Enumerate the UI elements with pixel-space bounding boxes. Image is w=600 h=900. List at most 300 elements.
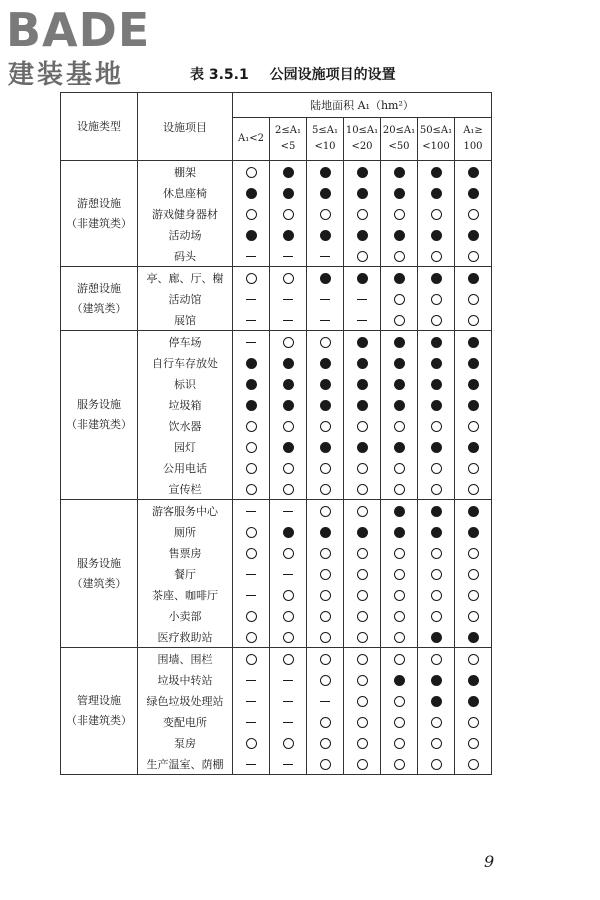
category-label: 服务设施 (77, 398, 121, 411)
open-circle-icon (357, 421, 368, 432)
mark-cell (233, 224, 270, 245)
mark-cell (270, 669, 307, 690)
open-circle-icon (394, 590, 405, 601)
open-circle-icon (394, 759, 405, 770)
header-range-3 (344, 118, 381, 161)
mark-cell (307, 161, 344, 183)
open-circle-icon (246, 421, 257, 432)
open-circle-icon (431, 294, 442, 305)
mark-cell (307, 457, 344, 478)
dash-icon (283, 701, 293, 702)
mark-cell (381, 542, 418, 563)
dash-icon (320, 299, 330, 300)
filled-circle-icon (394, 337, 405, 348)
mark-cell (344, 605, 381, 626)
table-title: 公园设施项目的设置 (269, 67, 396, 83)
header-range-6 (455, 118, 492, 161)
mark-cell (381, 648, 418, 670)
mark-cell (418, 732, 455, 753)
item-label: 休息座椅 (138, 182, 233, 203)
mark-cell (307, 542, 344, 563)
mark-cell (344, 373, 381, 394)
mark-cell (344, 584, 381, 605)
facilities-table (60, 92, 492, 775)
mark-cell (344, 753, 381, 775)
mark-cell (233, 331, 270, 353)
header-area-title: 陆地面积 A₁（hm²） (233, 93, 492, 118)
mark-cell (381, 331, 418, 353)
open-circle-icon (394, 611, 405, 622)
mark-cell (455, 521, 492, 542)
mark-cell (418, 352, 455, 373)
filled-circle-icon (468, 188, 479, 199)
mark-cell (455, 584, 492, 605)
open-circle-icon (246, 273, 257, 284)
item-label: 活动场 (138, 224, 233, 245)
mark-cell (307, 245, 344, 267)
filled-circle-icon (468, 675, 479, 686)
mark-cell (381, 394, 418, 415)
filled-circle-icon (468, 442, 479, 453)
mark-cell (418, 542, 455, 563)
open-circle-icon (320, 463, 331, 474)
mark-cell (307, 267, 344, 289)
mark-cell (233, 753, 270, 775)
mark-cell (418, 394, 455, 415)
filled-circle-icon (394, 273, 405, 284)
mark-cell (418, 626, 455, 648)
item-label: 售票房 (138, 542, 233, 563)
mark-cell (455, 415, 492, 436)
filled-circle-icon (431, 358, 442, 369)
filled-circle-icon (357, 167, 368, 178)
category-label: 游憩设施 (77, 196, 121, 210)
mark-cell (381, 182, 418, 203)
mark-cell (455, 626, 492, 648)
filled-circle-icon (468, 273, 479, 284)
mark-cell (307, 331, 344, 353)
mark-cell (381, 415, 418, 436)
mark-cell (344, 669, 381, 690)
mark-cell (307, 732, 344, 753)
filled-circle-icon (431, 506, 442, 517)
filled-circle-icon (431, 527, 442, 538)
dash-icon (246, 595, 256, 596)
filled-circle-icon (394, 230, 405, 241)
mark-cell (381, 500, 418, 522)
mark-cell (307, 711, 344, 732)
mark-cell (381, 521, 418, 542)
mark-cell (344, 245, 381, 267)
open-circle-icon (246, 484, 257, 495)
open-circle-icon (394, 251, 405, 262)
open-circle-icon (246, 167, 257, 178)
mark-cell (344, 331, 381, 353)
category-cell (61, 648, 138, 775)
mark-cell (270, 457, 307, 478)
mark-cell (381, 690, 418, 711)
mark-cell (418, 245, 455, 267)
item-label: 茶座、咖啡厅 (138, 584, 233, 605)
filled-circle-icon (431, 675, 442, 686)
dash-icon (246, 342, 256, 343)
filled-circle-icon (283, 188, 294, 199)
mark-cell (344, 457, 381, 478)
header-range-2 (307, 118, 344, 161)
open-circle-icon (320, 337, 331, 348)
open-circle-icon (283, 632, 294, 643)
filled-circle-icon (320, 167, 331, 178)
table-row (61, 161, 492, 183)
mark-cell (233, 161, 270, 183)
mark-cell (233, 732, 270, 753)
mark-cell (233, 669, 270, 690)
mark-cell (270, 352, 307, 373)
filled-circle-icon (468, 337, 479, 348)
mark-cell (344, 394, 381, 415)
mark-cell (307, 669, 344, 690)
filled-circle-icon (394, 675, 405, 686)
mark-cell (455, 669, 492, 690)
filled-circle-icon (246, 379, 257, 390)
open-circle-icon (468, 421, 479, 432)
category-cell (61, 267, 138, 331)
filled-circle-icon (320, 379, 331, 390)
mark-cell (381, 245, 418, 267)
open-circle-icon (431, 611, 442, 622)
mark-cell (270, 648, 307, 670)
mark-cell (344, 161, 381, 183)
filled-circle-icon (357, 188, 368, 199)
mark-cell (270, 584, 307, 605)
open-circle-icon (468, 294, 479, 305)
open-circle-icon (320, 738, 331, 749)
mark-cell (455, 753, 492, 775)
category-label: （建筑类） (71, 301, 127, 315)
filled-circle-icon (246, 358, 257, 369)
filled-circle-icon (431, 273, 442, 284)
filled-circle-icon (468, 506, 479, 517)
open-circle-icon (431, 421, 442, 432)
mark-cell (381, 161, 418, 183)
filled-circle-icon (431, 337, 442, 348)
header-range-5 (418, 118, 455, 161)
mark-cell (307, 352, 344, 373)
mark-cell (307, 584, 344, 605)
open-circle-icon (431, 484, 442, 495)
mark-cell (381, 203, 418, 224)
mark-cell (344, 415, 381, 436)
mark-cell (381, 288, 418, 309)
header-category: 设施类型 (61, 93, 138, 161)
mark-cell (344, 309, 381, 331)
item-label: 码头 (138, 245, 233, 267)
mark-cell (233, 690, 270, 711)
mark-cell (307, 436, 344, 457)
open-circle-icon (357, 675, 368, 686)
open-circle-icon (320, 569, 331, 580)
open-circle-icon (357, 209, 368, 220)
mark-cell (270, 267, 307, 289)
open-circle-icon (246, 632, 257, 643)
mark-cell (270, 500, 307, 522)
open-circle-icon (246, 548, 257, 559)
filled-circle-icon (431, 442, 442, 453)
mark-cell (418, 436, 455, 457)
page-number: 9 (484, 852, 495, 871)
header-range-line: 50≤A₁ (419, 125, 453, 136)
open-circle-icon (468, 569, 479, 580)
filled-circle-icon (468, 230, 479, 241)
open-circle-icon (468, 717, 479, 728)
mark-cell (270, 478, 307, 500)
open-circle-icon (394, 463, 405, 474)
filled-circle-icon (431, 379, 442, 390)
mark-cell (270, 563, 307, 584)
header-range-line: A₁<2 (238, 133, 264, 144)
filled-circle-icon (394, 188, 405, 199)
mark-cell (455, 542, 492, 563)
mark-cell (307, 182, 344, 203)
mark-cell (270, 753, 307, 775)
open-circle-icon (246, 611, 257, 622)
open-circle-icon (431, 654, 442, 665)
mark-cell (307, 394, 344, 415)
open-circle-icon (357, 569, 368, 580)
mark-cell (307, 224, 344, 245)
item-label: 宣传栏 (138, 478, 233, 500)
header-range-line: 5≤A₁ (312, 125, 338, 136)
table-row (61, 267, 492, 289)
mark-cell (233, 394, 270, 415)
open-circle-icon (320, 675, 331, 686)
mark-cell (418, 669, 455, 690)
item-label: 医疗救助站 (138, 626, 233, 648)
mark-cell (233, 521, 270, 542)
mark-cell (233, 182, 270, 203)
open-circle-icon (357, 738, 368, 749)
header-range-4 (381, 118, 418, 161)
open-circle-icon (357, 251, 368, 262)
dash-icon (283, 722, 293, 723)
filled-circle-icon (246, 400, 257, 411)
mark-cell (307, 309, 344, 331)
open-circle-icon (431, 569, 442, 580)
mark-cell (455, 394, 492, 415)
filled-circle-icon (468, 167, 479, 178)
mark-cell (344, 288, 381, 309)
filled-circle-icon (283, 379, 294, 390)
mark-cell (455, 563, 492, 584)
header-range-line: A₁≥ (463, 125, 483, 136)
mark-cell (418, 267, 455, 289)
open-circle-icon (320, 421, 331, 432)
item-label: 游客服务中心 (138, 500, 233, 522)
mark-cell (418, 584, 455, 605)
item-label: 棚架 (138, 161, 233, 183)
open-circle-icon (320, 209, 331, 220)
table-number: 表 3.5.1 (190, 67, 249, 83)
filled-circle-icon (283, 400, 294, 411)
mark-cell (307, 373, 344, 394)
mark-cell (270, 711, 307, 732)
filled-circle-icon (283, 230, 294, 241)
mark-cell (307, 500, 344, 522)
filled-circle-icon (357, 400, 368, 411)
open-circle-icon (394, 632, 405, 643)
open-circle-icon (283, 484, 294, 495)
open-circle-icon (283, 273, 294, 284)
mark-cell (307, 415, 344, 436)
dash-icon (283, 764, 293, 765)
open-circle-icon (468, 590, 479, 601)
filled-circle-icon (431, 188, 442, 199)
mark-cell (307, 648, 344, 670)
header-range-line: <100 (422, 141, 450, 152)
open-circle-icon (246, 463, 257, 474)
filled-circle-icon (320, 400, 331, 411)
item-label: 标识 (138, 373, 233, 394)
open-circle-icon (468, 738, 479, 749)
mark-cell (307, 690, 344, 711)
mark-cell (307, 288, 344, 309)
open-circle-icon (357, 717, 368, 728)
mark-cell (344, 436, 381, 457)
dash-icon (320, 701, 330, 702)
open-circle-icon (468, 463, 479, 474)
mark-cell (344, 267, 381, 289)
mark-cell (455, 161, 492, 183)
mark-cell (418, 521, 455, 542)
mark-cell (270, 690, 307, 711)
logo-brand: BADE (6, 3, 151, 57)
logo-chinese: 建装基地 (8, 60, 125, 90)
mark-cell (344, 732, 381, 753)
open-circle-icon (320, 506, 331, 517)
mark-cell (455, 500, 492, 522)
mark-cell (455, 711, 492, 732)
mark-cell (381, 563, 418, 584)
mark-cell (418, 415, 455, 436)
filled-circle-icon (468, 527, 479, 538)
mark-cell (455, 605, 492, 626)
open-circle-icon (246, 442, 257, 453)
open-circle-icon (468, 548, 479, 559)
open-circle-icon (468, 315, 479, 326)
mark-cell (233, 415, 270, 436)
open-circle-icon (357, 632, 368, 643)
open-circle-icon (431, 759, 442, 770)
dash-icon (246, 574, 256, 575)
open-circle-icon (320, 611, 331, 622)
item-label: 展馆 (138, 309, 233, 331)
mark-cell (381, 626, 418, 648)
header-range-line: 2≤A₁ (275, 125, 301, 136)
mark-cell (233, 436, 270, 457)
dash-icon (357, 299, 367, 300)
dash-icon (246, 299, 256, 300)
open-circle-icon (431, 463, 442, 474)
filled-circle-icon (468, 379, 479, 390)
header-range-line: <50 (388, 141, 410, 152)
filled-circle-icon (320, 358, 331, 369)
category-cell (61, 161, 138, 267)
dash-icon (246, 722, 256, 723)
filled-circle-icon (283, 167, 294, 178)
category-label: （非建筑类） (66, 418, 132, 431)
open-circle-icon (468, 654, 479, 665)
dash-icon (283, 256, 293, 257)
mark-cell (233, 267, 270, 289)
open-circle-icon (468, 251, 479, 262)
table-row (61, 331, 492, 353)
mark-cell (455, 648, 492, 670)
header-range-line: 10≤A₁ (345, 125, 379, 136)
mark-cell (344, 711, 381, 732)
filled-circle-icon (246, 188, 257, 199)
header-range-line: <5 (280, 141, 296, 152)
mark-cell (270, 732, 307, 753)
filled-circle-icon (468, 358, 479, 369)
mark-cell (307, 521, 344, 542)
mark-cell (270, 203, 307, 224)
mark-cell (233, 563, 270, 584)
open-circle-icon (394, 315, 405, 326)
open-circle-icon (283, 654, 294, 665)
filled-circle-icon (468, 696, 479, 707)
open-circle-icon (283, 611, 294, 622)
category-cell (61, 331, 138, 500)
mark-cell (381, 478, 418, 500)
table-caption (190, 64, 396, 84)
dash-icon (283, 320, 293, 321)
mark-cell (307, 478, 344, 500)
open-circle-icon (320, 717, 331, 728)
header-item: 设施项目 (138, 93, 233, 161)
open-circle-icon (320, 654, 331, 665)
mark-cell (270, 224, 307, 245)
item-label: 泵房 (138, 732, 233, 753)
filled-circle-icon (394, 379, 405, 390)
item-label: 公用电话 (138, 457, 233, 478)
open-circle-icon (394, 738, 405, 749)
open-circle-icon (357, 654, 368, 665)
open-circle-icon (431, 590, 442, 601)
category-label: 服务设施 (77, 556, 121, 570)
dash-icon (246, 701, 256, 702)
mark-cell (270, 415, 307, 436)
mark-cell (233, 373, 270, 394)
open-circle-icon (246, 209, 257, 220)
mark-cell (307, 626, 344, 648)
filled-circle-icon (357, 337, 368, 348)
open-circle-icon (283, 209, 294, 220)
filled-circle-icon (246, 230, 257, 241)
open-circle-icon (394, 421, 405, 432)
mark-cell (233, 478, 270, 500)
mark-cell (233, 352, 270, 373)
header-range-line: <20 (351, 141, 373, 152)
item-label: 园灯 (138, 436, 233, 457)
mark-cell (344, 521, 381, 542)
open-circle-icon (394, 209, 405, 220)
filled-circle-icon (394, 400, 405, 411)
item-label: 游戏健身器材 (138, 203, 233, 224)
mark-cell (307, 753, 344, 775)
category-label: （非建筑类） (66, 714, 132, 727)
filled-circle-icon (357, 358, 368, 369)
open-circle-icon (357, 611, 368, 622)
